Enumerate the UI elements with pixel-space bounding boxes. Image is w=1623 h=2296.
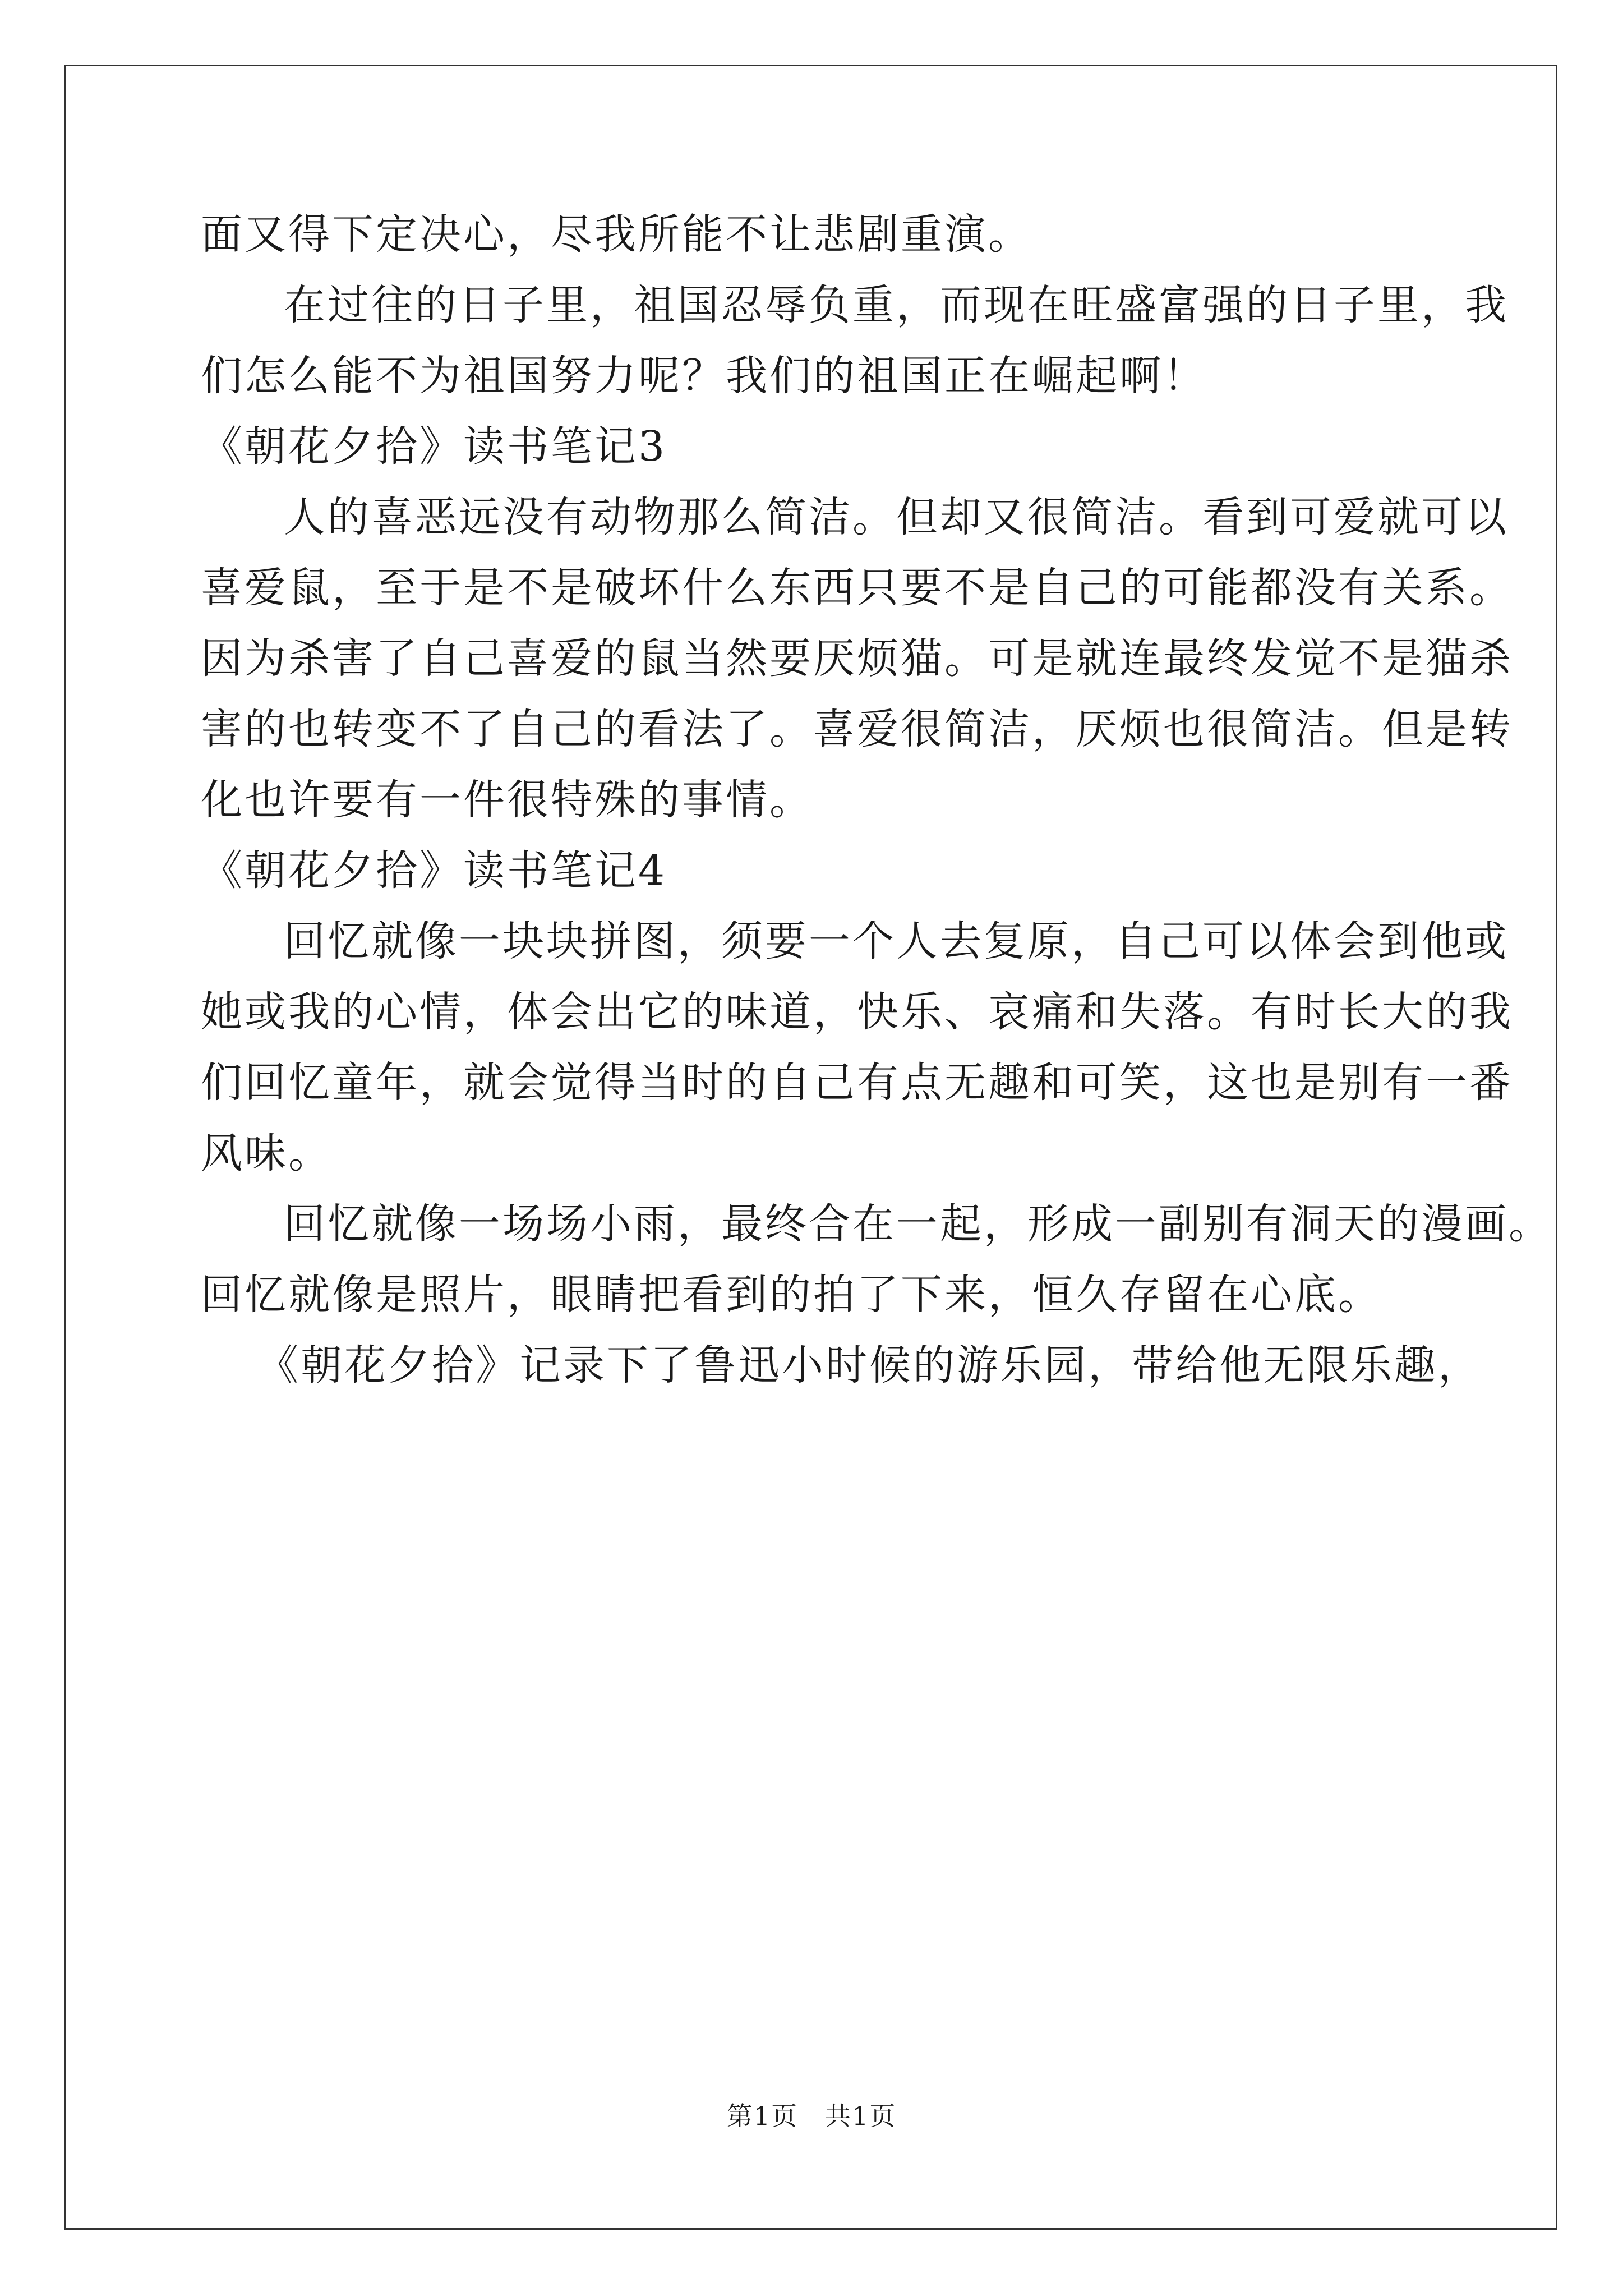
text-line: 回忆就像是照片，眼睛把看到的拍了下来，恒久存留在心底。	[201, 1271, 1382, 1319]
section-heading: 《朝花夕拾》读书笔记3	[201, 422, 667, 471]
section-heading: 《朝花夕拾》读书笔记4	[201, 846, 667, 895]
text-line: 因为杀害了自己喜爱的鼠当然要厌烦猫。可是就连最终发觉不是猫杀	[201, 634, 1513, 683]
text-line: 喜爱鼠，至于是不是破坏什么东西只要不是自己的可能都没有关系。	[201, 564, 1513, 612]
document-body	[201, 199, 1552, 1401]
paragraph-line: 回忆就像一块块拼图，须要一个人去复原，自己可以体会到他或	[284, 917, 1509, 965]
text-line: 风味。	[201, 1129, 332, 1177]
text-line: 面又得下定决心，尽我所能不让悲剧重演。	[201, 210, 1032, 259]
text-line: 化也许要有一件很特殊的事情。	[201, 776, 813, 824]
paragraph-line: 《朝花夕拾》记录下了鲁迅小时候的游乐园，带给他无限乐趣，	[257, 1341, 1482, 1389]
paragraph-line: 在过往的日子里，祖国忍辱负重，而现在旺盛富强的日子里，我	[284, 281, 1509, 329]
text-line: 她或我的心情，体会出它的味道，快乐、哀痛和失落。有时长大的我	[201, 988, 1513, 1036]
paragraph-line: 人的喜恶远没有动物那么简洁。但却又很简洁。看到可爱就可以	[284, 493, 1509, 541]
text-line: 害的也转变不了自己的看法了。喜爱很简洁，厌烦也很简洁。但是转	[201, 705, 1513, 753]
page-number-footer: 第1页 共1页	[726, 2101, 897, 2131]
text-line: 们回忆童年，就会觉得当时的自己有点无趣和可笑，这也是别有一番	[201, 1059, 1513, 1107]
paragraph-line: 回忆就像一场场小雨，最终合在一起，形成一副别有洞天的漫画。	[284, 1200, 1552, 1248]
text-line: 们怎么能不为祖国努力呢？我们的祖国正在崛起啊！	[201, 352, 1207, 400]
